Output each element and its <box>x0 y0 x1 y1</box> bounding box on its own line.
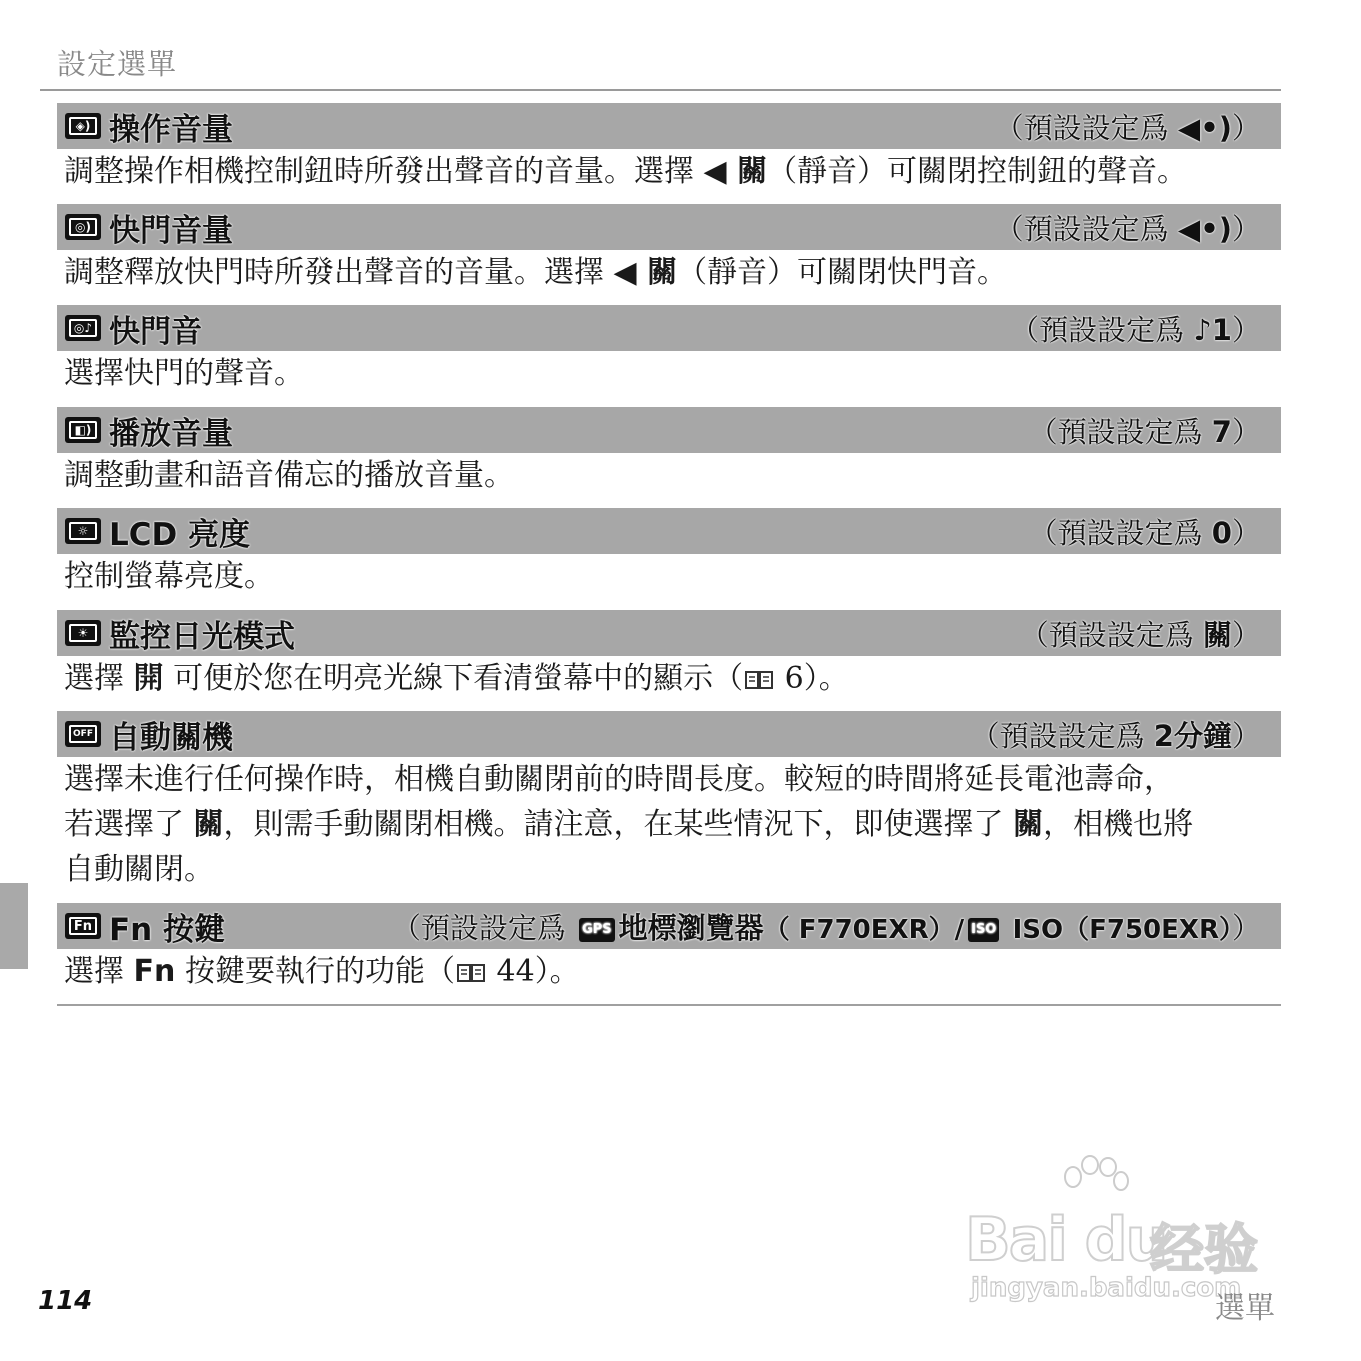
default-setting: （預設設定爲 ♪1） <box>1010 312 1261 347</box>
section-playback-volume <box>57 407 1281 498</box>
auto-power-off-icon: OFF <box>65 721 101 747</box>
section-title: LCD 亮度 <box>109 516 251 553</box>
gps-icon: GPS <box>579 918 615 942</box>
section-description: 選擇 Fn 按鍵要執行的功能（ 44）。 <box>57 949 1281 996</box>
section-title: Fn 按鍵 <box>109 911 226 948</box>
operation-volume-icon: ◈) <box>65 113 101 139</box>
section-description: 選擇快門的聲音。 <box>64 356 304 391</box>
page-header-title: 設定選單 <box>57 47 178 81</box>
shutter-sound-icon: ◎♪ <box>65 315 101 341</box>
section-shutter-volume <box>57 204 1281 295</box>
default-setting: （預設設定爲 ◀•)） <box>994 110 1261 145</box>
monitor-sunlight-mode-icon: ☀ <box>65 620 101 646</box>
section-header-bar <box>57 204 1281 250</box>
default-setting: （預設設定爲 2分鐘） <box>970 718 1261 753</box>
lcd-brightness-icon: ☼ <box>65 518 101 544</box>
section-title: 播放音量 <box>109 415 233 452</box>
book-reference-icon <box>457 951 485 996</box>
section-description: 選擇 開 可便於您在明亮光線下看清螢幕中的顯示（ 6）。 <box>57 656 1281 703</box>
section-header-bar <box>57 407 1281 453</box>
description-line: 若選擇了 關，則需手動關閉相機。請注意，在某些情況下，即使選擇了 關，相機也將 <box>64 807 1194 842</box>
section-description <box>57 757 1281 892</box>
description-line: 自動關閉。 <box>64 852 214 887</box>
section-description: 調整操作相機控制鈕時所發出聲音的音量。選擇 ◀ 關（靜音）可關閉控制鈕的聲音。 <box>64 154 1188 189</box>
iso-icon: ISO <box>968 918 999 942</box>
default-setting: （預設設定爲 7） <box>1028 414 1261 449</box>
section-description: 控制螢幕亮度。 <box>64 559 274 594</box>
section-lcd-brightness <box>57 508 1281 599</box>
default-setting: （預設設定爲 關） <box>1019 617 1261 652</box>
default-setting: （預設設定爲 0） <box>1028 515 1261 550</box>
section-description: 調整釋放快門時所發出聲音的音量。選擇 ◀ 關（靜音）可關閉快門音。 <box>64 255 1008 290</box>
section-header-bar <box>57 508 1281 554</box>
fn-button-icon: Fn <box>65 913 101 939</box>
playback-volume-icon: ◧) <box>65 417 101 443</box>
page-number: 114 <box>38 1286 93 1316</box>
default-setting: （預設設定爲 GPS 地標瀏覽器（ F770EXR）/ ISO ISO（F750EXR）） <box>391 910 1261 945</box>
shutter-volume-icon: ◎) <box>65 214 101 240</box>
description-line: 選擇未進行任何操作時，相機自動關閉前的時間長度。較短的時間將延長電池壽命， <box>64 762 1174 797</box>
section-header-bar <box>57 610 1281 656</box>
section-fn-button <box>57 903 1281 996</box>
footer-chapter-label: 選單 <box>1215 1291 1275 1326</box>
section-title: 自動關機 <box>109 719 233 756</box>
section-description: 調整動畫和語音備忘的播放音量。 <box>64 458 514 493</box>
watermark-url: jingyan.baidu.com <box>971 1273 1242 1303</box>
default-setting: （預設設定爲 ◀•)） <box>994 211 1261 246</box>
section-title: 操作音量 <box>109 111 233 148</box>
watermark-brand: Bai du <box>965 1205 1167 1275</box>
section-title: 快門音量 <box>109 212 233 249</box>
bottom-divider <box>57 1004 1281 1006</box>
section-auto-power-off <box>57 711 1281 892</box>
page-reference[interactable]: 6 <box>784 661 804 696</box>
watermark-cn: 经验 <box>1150 1218 1258 1281</box>
book-reference-icon <box>745 658 773 703</box>
header-divider <box>40 89 1281 91</box>
section-operation-volume <box>57 103 1281 194</box>
section-header-bar <box>57 103 1281 149</box>
section-header-bar <box>57 711 1281 757</box>
chapter-side-tab <box>0 883 28 969</box>
section-title: 監控日光模式 <box>109 618 295 655</box>
section-header-bar <box>57 903 1281 949</box>
section-shutter-sound <box>57 305 1281 396</box>
section-monitor-sunlight-mode <box>57 610 1281 703</box>
section-header-bar <box>57 305 1281 351</box>
section-title: 快門音 <box>109 313 202 350</box>
page-reference[interactable]: 44 <box>496 954 535 989</box>
